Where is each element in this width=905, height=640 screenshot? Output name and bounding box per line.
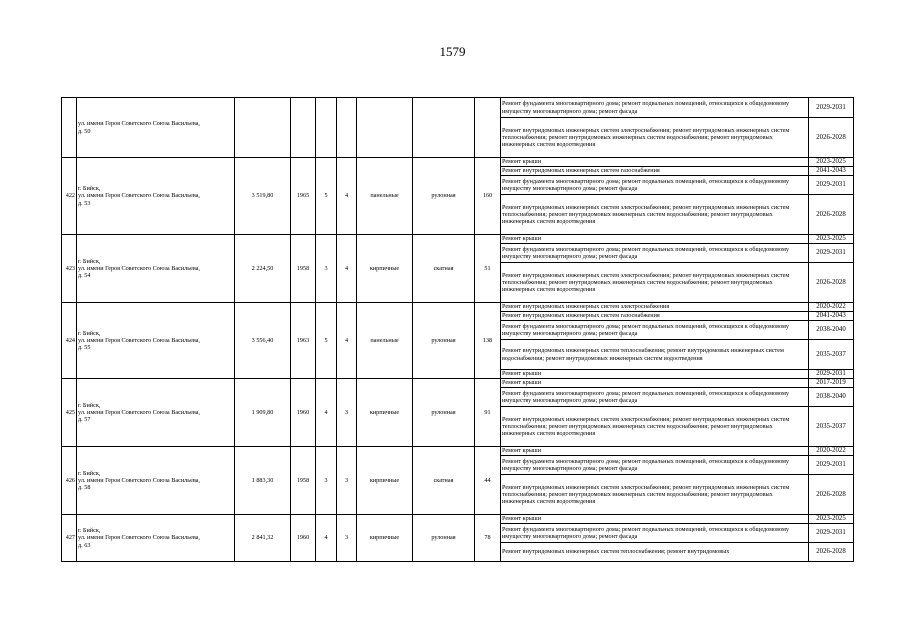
address-line: д. 58 (78, 484, 91, 492)
residents-cell: 44 (475, 447, 501, 515)
floors-cell: 5 (316, 158, 337, 235)
entrances-cell: 3 (337, 447, 357, 515)
work-type-cell: Ремонт фундамента многоквартирного дома; ремонт подвальных помещений, относящихся к общедомовому имуществу многоквартирного дома; ремонт фасада (501, 456, 809, 475)
period-cell: 2041-2043 (809, 167, 854, 176)
area-cell: 2 224,50 (235, 235, 291, 303)
floors-cell: 3 (316, 235, 337, 303)
year-cell: 1958 (291, 235, 316, 303)
address-cell (77, 98, 235, 158)
period-cell: 2041-2043 (809, 312, 854, 321)
period-cell: 2029-2031 (809, 244, 854, 263)
row-number-cell (62, 98, 77, 158)
period-cell: 2020-2022 (809, 447, 854, 456)
period-cell: 2026-2028 (809, 118, 854, 158)
work-type-cell: Ремонт крыши (501, 158, 809, 167)
address-line: ул. имени Героя Советского Союза Васильева, (78, 264, 200, 272)
roof-cell: рулонная (413, 515, 475, 562)
residents-cell: 51 (475, 235, 501, 303)
work-type-cell: Ремонт внутридомовых инженерных систем электроснабжения (501, 303, 809, 312)
work-type-cell: Ремонт крыши (501, 235, 809, 244)
roof-cell: скатная (413, 235, 475, 303)
entrances-cell: 3 (337, 515, 357, 562)
work-type-cell: Ремонт внутридомовых инженерных систем газоснабжения (501, 312, 809, 321)
table-row (62, 515, 854, 524)
work-type-cell: Ремонт крыши (501, 379, 809, 388)
floors-cell: 4 (316, 379, 337, 447)
roof-cell: рулонная (413, 158, 475, 235)
work-type-cell: Ремонт внутридомовых инженерных систем электроснабжения; ремонт внутридомовых инженерных систем теплоснабжения; ремонт внутридомовых инженерных систем водоснабжения; ремонт внутридомовых инженерных систем водоотведения (501, 118, 809, 158)
residents-cell: 91 (475, 379, 501, 447)
period-cell: 2035-2037 (809, 340, 854, 370)
address-cell (77, 379, 235, 447)
entrances-cell (337, 98, 357, 158)
roof-cell: рулонная (413, 303, 475, 379)
period-cell: 2035-2037 (809, 407, 854, 447)
period-cell: 2038-2040 (809, 388, 854, 407)
period-cell: 2029-2031 (809, 98, 854, 118)
address-cell (77, 447, 235, 515)
year-cell (291, 98, 316, 158)
work-type-cell: Ремонт крыши (501, 370, 809, 379)
address-line: д. 57 (78, 416, 91, 424)
work-type-cell: Ремонт внутридомовых инженерных систем газоснабжения (501, 167, 809, 176)
work-type-cell: Ремонт крыши (501, 515, 809, 524)
period-cell: 2026-2028 (809, 263, 854, 303)
area-cell: 2 841,32 (235, 515, 291, 562)
table-row (62, 235, 854, 244)
entrances-cell: 4 (337, 235, 357, 303)
work-type-cell: Ремонт внутридомовых инженерных систем электроснабжения; ремонт внутридомовых инженерных систем теплоснабжения; ремонт внутридомовых инженерных систем водоснабжения; ремонт внутридомовых инженерных систем водоотведения (501, 475, 809, 515)
work-type-cell: Ремонт внутридомовых инженерных систем электроснабжения; ремонт внутридомовых инженерных систем теплоснабжения; ремонт внутридомовых инженерных систем водоснабжения; ремонт внутридомовых инженерных систем водоотведения (501, 263, 809, 303)
area-cell: 3 519,80 (235, 158, 291, 235)
walls-cell: кирпичные (357, 235, 413, 303)
address-line: д. 50 (78, 127, 91, 135)
area-cell: 1 883,30 (235, 447, 291, 515)
repair-schedule-table (61, 97, 854, 562)
walls-cell: панельные (357, 303, 413, 379)
residents-cell: 160 (475, 158, 501, 235)
address-line: ул. имени Героя Советского Союза Васильева, (78, 534, 200, 542)
row-number-cell: 426 (62, 447, 77, 515)
period-cell: 2029-2031 (809, 176, 854, 195)
period-cell: 2026-2028 (809, 475, 854, 515)
row-number-cell: 427 (62, 515, 77, 562)
floors-cell: 5 (316, 303, 337, 379)
area-cell: 3 556,40 (235, 303, 291, 379)
row-number-cell: 425 (62, 379, 77, 447)
address-line: ул. имени Героя Советского Союза Васильева, (78, 408, 200, 416)
address-line: г. Бийск, (78, 469, 101, 477)
table-row (62, 303, 854, 312)
residents-cell: 138 (475, 303, 501, 379)
address-line: д. 54 (78, 272, 91, 280)
table-row (62, 158, 854, 167)
residents-cell (475, 98, 501, 158)
address-line: г. Бийск, (78, 329, 101, 337)
work-type-cell: Ремонт фундамента многоквартирного дома; ремонт подвальных помещений, относящихся к общедомовому имуществу многоквартирного дома; ремонт фасада (501, 388, 809, 407)
address-line: д. 63 (78, 541, 91, 549)
address-line: ул. имени Героя Советского Союза Васильева, (78, 120, 200, 128)
roof-cell (413, 98, 475, 158)
entrances-cell: 4 (337, 303, 357, 379)
address-cell (77, 515, 235, 562)
period-cell: 2029-2031 (809, 370, 854, 379)
work-type-cell: Ремонт фундамента многоквартирного дома; ремонт подвальных помещений, относящихся к общедомовому имуществу многоквартирного дома; ремонт фасада (501, 98, 809, 118)
work-type-cell: Ремонт внутридомовых инженерных систем теплоснабжения; ремонт внутридомовых инженерных систем водоснабжения; ремонт внутридомовых инженерных систем водоотведения (501, 340, 809, 370)
table-row (62, 379, 854, 388)
roof-cell: скатная (413, 447, 475, 515)
work-type-cell: Ремонт фундамента многоквартирного дома; ремонт подвальных помещений, относящихся к общедомовому имуществу многоквартирного дома; ремонт фасада (501, 524, 809, 543)
area-cell: 1 909,80 (235, 379, 291, 447)
work-type-cell: Ремонт внутридомовых инженерных систем электроснабжения; ремонт внутридомовых инженерных систем теплоснабжения; ремонт внутридомовых инженерных систем водоснабжения; ремонт внутридомовых инженерных систем водоотведения (501, 195, 809, 235)
work-type-cell: Ремонт крыши (501, 447, 809, 456)
work-type-cell: Ремонт фундамента многоквартирного дома; ремонт подвальных помещений, относящихся к общедомовому имуществу многоквартирного дома; ремонт фасада (501, 321, 809, 340)
row-number-cell: 423 (62, 235, 77, 303)
period-cell: 2023-2025 (809, 515, 854, 524)
period-cell: 2029-2031 (809, 456, 854, 475)
year-cell: 1965 (291, 158, 316, 235)
address-line: ул. имени Героя Советского Союза Васильева, (78, 476, 200, 484)
roof-cell: рулонная (413, 379, 475, 447)
floors-cell: 3 (316, 447, 337, 515)
row-number-cell: 422 (62, 158, 77, 235)
address-cell (77, 235, 235, 303)
period-cell: 2026-2028 (809, 543, 854, 562)
address-cell (77, 303, 235, 379)
address-line: г. Бийск, (78, 527, 101, 535)
work-type-cell: Ремонт внутридомовых инженерных систем электроснабжения; ремонт внутридомовых инженерных систем теплоснабжения; ремонт внутридомовых инженерных систем водоснабжения; ремонт внутридомовых инженерных систем водоотведения (501, 407, 809, 447)
period-cell: 2026-2028 (809, 195, 854, 235)
period-cell: 2029-2031 (809, 524, 854, 543)
address-line: г. Бийск, (78, 257, 101, 265)
residents-cell: 78 (475, 515, 501, 562)
period-cell: 2038-2040 (809, 321, 854, 340)
table-row (62, 447, 854, 456)
year-cell: 1958 (291, 447, 316, 515)
work-type-cell: Ремонт фундамента многоквартирного дома; ремонт подвальных помещений, относящихся к общедомовому имуществу многоквартирного дома; ремонт фасада (501, 176, 809, 195)
address-line: ул. имени Героя Советского Союза Васильева, (78, 192, 200, 200)
year-cell: 1960 (291, 379, 316, 447)
work-type-cell: Ремонт внутридомовых инженерных систем теплоснабжения; ремонт внутридомовых (501, 543, 809, 562)
entrances-cell: 4 (337, 158, 357, 235)
address-line: д. 55 (78, 344, 91, 352)
entrances-cell: 3 (337, 379, 357, 447)
walls-cell: панельные (357, 158, 413, 235)
walls-cell: кирпичные (357, 447, 413, 515)
address-line: г. Бийск, (78, 401, 101, 409)
period-cell: 2023-2025 (809, 235, 854, 244)
period-cell: 2020-2022 (809, 303, 854, 312)
walls-cell (357, 98, 413, 158)
floors-cell: 4 (316, 515, 337, 562)
floors-cell (316, 98, 337, 158)
address-line: д. 53 (78, 199, 91, 207)
work-type-cell: Ремонт фундамента многоквартирного дома; ремонт подвальных помещений, относящихся к общедомовому имуществу многоквартирного дома; ремонт фасада (501, 244, 809, 263)
address-cell (77, 158, 235, 235)
year-cell: 1960 (291, 515, 316, 562)
row-number-cell: 424 (62, 303, 77, 379)
walls-cell: кирпичные (357, 515, 413, 562)
table-row (62, 98, 854, 118)
address-line: ул. имени Героя Советского Союза Васильева, (78, 336, 200, 344)
area-cell (235, 98, 291, 158)
period-cell: 2023-2025 (809, 158, 854, 167)
period-cell: 2017-2019 (809, 379, 854, 388)
walls-cell: кирпичные (357, 379, 413, 447)
address-line: г. Бийск, (78, 185, 101, 193)
page-number: 1579 (439, 44, 466, 59)
year-cell: 1963 (291, 303, 316, 379)
